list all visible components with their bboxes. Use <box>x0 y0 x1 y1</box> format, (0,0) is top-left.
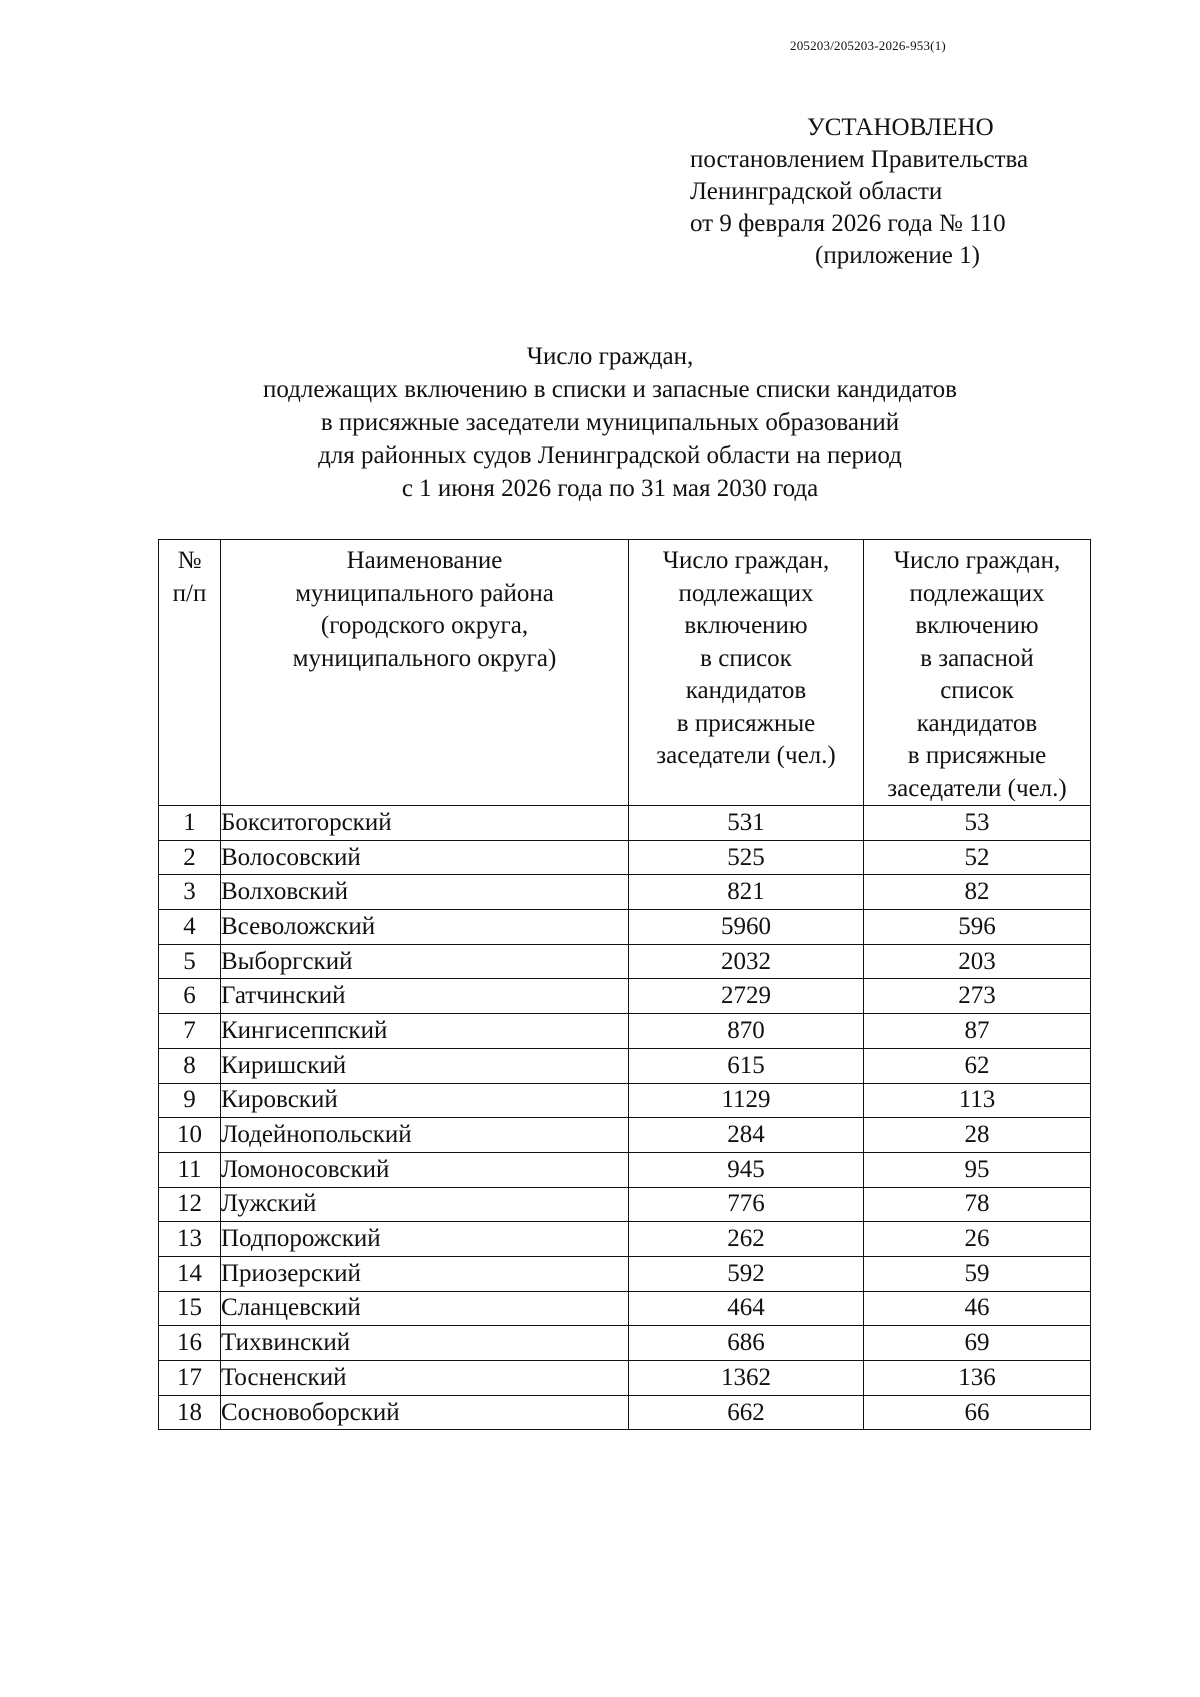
row-number-cell: 4 <box>159 910 221 945</box>
reserve-list-count-cell: 82 <box>864 875 1091 910</box>
row-number-cell: 2 <box>159 840 221 875</box>
reserve-list-count-cell: 62 <box>864 1048 1091 1083</box>
district-name-cell: Волховский <box>221 875 629 910</box>
row-number-cell: 14 <box>159 1256 221 1291</box>
table-row <box>159 840 1091 875</box>
header-line: п/п <box>172 579 207 607</box>
row-number-cell: 5 <box>159 944 221 979</box>
row-number-cell: 3 <box>159 875 221 910</box>
table-row <box>159 1395 1091 1430</box>
approval-stamp: УСТАНОВЛЕНО <box>807 114 994 141</box>
table-row <box>159 806 1091 841</box>
header-line: заседатели (чел.) <box>887 774 1067 802</box>
header-line: кандидатов <box>916 709 1038 737</box>
reserve-list-count-cell: 46 <box>864 1291 1091 1326</box>
row-number-cell: 7 <box>159 1014 221 1049</box>
header-main-list-count <box>629 540 864 806</box>
header-line: (городского округа, <box>320 612 529 639</box>
document-reference-number: 205203/205203-2026-953(1) <box>790 38 946 53</box>
table-row <box>159 1187 1091 1222</box>
district-name-cell: Сосновоборский <box>221 1395 629 1430</box>
main-list-count-cell: 821 <box>629 875 864 910</box>
table-header-row <box>159 540 1091 806</box>
reserve-list-count-cell: 26 <box>864 1222 1091 1257</box>
allocation-table <box>158 539 1091 1430</box>
header-line: кандидатов <box>685 677 807 704</box>
reserve-list-count-cell: 53 <box>864 806 1091 841</box>
district-name-cell: Тихвинский <box>221 1326 629 1361</box>
table-row <box>159 1222 1091 1257</box>
header-line: в запасной <box>920 644 1034 672</box>
table-row <box>159 944 1091 979</box>
reserve-list-count-cell: 95 <box>864 1152 1091 1187</box>
district-name-cell: Кировский <box>221 1083 629 1118</box>
main-list-count-cell: 2729 <box>629 979 864 1014</box>
district-name-cell: Волосовский <box>221 840 629 875</box>
row-number-cell: 8 <box>159 1048 221 1083</box>
row-number-cell: 11 <box>159 1152 221 1187</box>
main-list-count-cell: 1362 <box>629 1361 864 1396</box>
table-row <box>159 1014 1091 1049</box>
header-line: Наименование <box>346 547 503 574</box>
header-line: № <box>177 547 202 574</box>
row-number-cell: 10 <box>159 1118 221 1153</box>
title-line: в присяжные заседатели муниципальных образований <box>320 409 900 436</box>
district-name-cell: Гатчинский <box>221 979 629 1014</box>
main-list-count-cell: 262 <box>629 1222 864 1257</box>
table-row <box>159 1361 1091 1396</box>
row-number-cell: 17 <box>159 1361 221 1396</box>
district-name-cell: Киришский <box>221 1048 629 1083</box>
main-list-count-cell: 284 <box>629 1118 864 1153</box>
table-row <box>159 1152 1091 1187</box>
main-list-count-cell: 870 <box>629 1014 864 1049</box>
header-row-number <box>159 540 221 806</box>
table-row <box>159 910 1091 945</box>
district-name-cell: Ломоносовский <box>221 1152 629 1187</box>
header-line: подлежащих <box>678 579 814 607</box>
header-line: в присяжные <box>907 742 1047 769</box>
main-list-count-cell: 686 <box>629 1326 864 1361</box>
header-line: включению <box>684 612 808 639</box>
row-number-cell: 15 <box>159 1291 221 1326</box>
header-line: Число граждан, <box>893 547 1061 574</box>
reserve-list-count-cell: 596 <box>864 910 1091 945</box>
header-line: подлежащих <box>909 579 1045 607</box>
row-number-cell: 1 <box>159 806 221 841</box>
approval-line: постановлением Правительства <box>690 146 1029 173</box>
row-number-cell: 9 <box>159 1083 221 1118</box>
district-name-cell: Приозерский <box>221 1256 629 1291</box>
reserve-list-count-cell: 69 <box>864 1326 1091 1361</box>
header-line: включению <box>915 612 1039 639</box>
reserve-list-count-cell: 136 <box>864 1361 1091 1396</box>
main-list-count-cell: 945 <box>629 1152 864 1187</box>
main-list-count-cell: 1129 <box>629 1083 864 1118</box>
title-line: с 1 июня 2026 года по 31 мая 2030 года <box>401 475 819 502</box>
district-name-cell: Бокситогорский <box>221 806 629 841</box>
district-name-cell: Тосненский <box>221 1361 629 1396</box>
reserve-list-count-cell: 59 <box>864 1256 1091 1291</box>
header-line: муниципального района <box>295 579 554 607</box>
table-row <box>159 1083 1091 1118</box>
header-reserve-list-count <box>864 540 1091 806</box>
reserve-list-count-cell: 273 <box>864 979 1091 1014</box>
table-row <box>159 979 1091 1014</box>
header-line: в список <box>700 644 792 672</box>
header-line: Число граждан, <box>662 547 830 574</box>
district-name-cell: Лужский <box>221 1187 629 1222</box>
district-name-cell: Сланцевский <box>221 1291 629 1326</box>
approval-block <box>690 112 1028 272</box>
table-row <box>159 1291 1091 1326</box>
row-number-cell: 16 <box>159 1326 221 1361</box>
approval-line: от 9 февраля 2026 года № 110 <box>690 210 1006 237</box>
district-name-cell: Всеволожский <box>221 910 629 945</box>
reserve-list-count-cell: 87 <box>864 1014 1091 1049</box>
title-line: для районных судов Ленинградской области на период <box>318 442 902 469</box>
reserve-list-count-cell: 52 <box>864 840 1091 875</box>
table-row <box>159 875 1091 910</box>
approval-annex: (приложение 1) <box>815 242 980 269</box>
district-name-cell: Кингисеппский <box>221 1014 629 1049</box>
header-line: в присяжные <box>676 709 816 737</box>
header-line: список <box>940 677 1014 704</box>
reserve-list-count-cell: 28 <box>864 1118 1091 1153</box>
district-name-cell: Лодейнопольский <box>221 1118 629 1153</box>
row-number-cell: 6 <box>159 979 221 1014</box>
main-list-count-cell: 776 <box>629 1187 864 1222</box>
row-number-cell: 18 <box>159 1395 221 1430</box>
main-list-count-cell: 615 <box>629 1048 864 1083</box>
header-line: заседатели (чел.) <box>656 742 836 769</box>
reserve-list-count-cell: 203 <box>864 944 1091 979</box>
main-list-count-cell: 531 <box>629 806 864 841</box>
row-number-cell: 12 <box>159 1187 221 1222</box>
main-list-count-cell: 464 <box>629 1291 864 1326</box>
title-line: Число граждан, <box>526 343 694 370</box>
table-row <box>159 1118 1091 1153</box>
title-line: подлежащих включению в списки и запасные списки кандидатов <box>263 376 957 403</box>
table-row <box>159 1048 1091 1083</box>
main-list-count-cell: 5960 <box>629 910 864 945</box>
main-list-count-cell: 662 <box>629 1395 864 1430</box>
document-title <box>130 340 1090 505</box>
district-name-cell: Выборгский <box>221 944 629 979</box>
table-row <box>159 1256 1091 1291</box>
row-number-cell: 13 <box>159 1222 221 1257</box>
main-list-count-cell: 525 <box>629 840 864 875</box>
table-row <box>159 1326 1091 1361</box>
reserve-list-count-cell: 78 <box>864 1187 1091 1222</box>
district-name-cell: Подпорожский <box>221 1222 629 1257</box>
main-list-count-cell: 592 <box>629 1256 864 1291</box>
header-line: муниципального округа) <box>292 644 557 672</box>
header-district-name <box>221 540 629 806</box>
main-list-count-cell: 2032 <box>629 944 864 979</box>
reserve-list-count-cell: 66 <box>864 1395 1091 1430</box>
reserve-list-count-cell: 113 <box>864 1083 1091 1118</box>
approval-line: Ленинградской области <box>690 178 943 205</box>
